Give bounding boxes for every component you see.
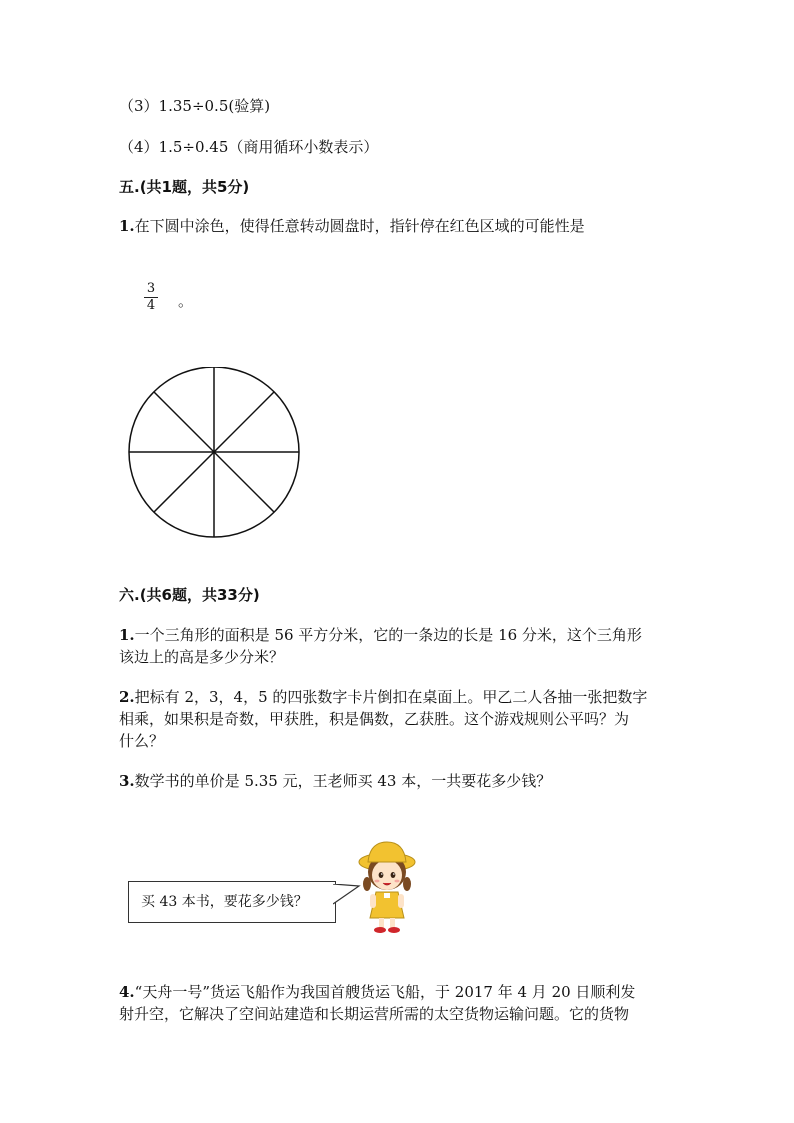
probability-fraction	[144, 282, 158, 313]
section-6-question-2	[119, 686, 647, 708]
wheel-spokes	[129, 367, 299, 537]
section-6-question-1	[119, 624, 642, 646]
question-text: 一个三角形的面积是 56 平方分米，它的一条边的长是 16 分米，这个三角形	[134, 626, 642, 644]
section-6-question-3	[119, 770, 551, 792]
question-text: “天舟一号”货运飞船作为我国首艘货运飞船，于 2017 年 4 月 20 日顺利发	[134, 983, 636, 1001]
question-number: 1.	[119, 217, 135, 235]
cartoon-girl-illustration	[352, 840, 422, 936]
speech-bubble-text: 买 43 本书，要花多少钱？	[141, 894, 308, 910]
fraction-period: 。	[178, 292, 194, 310]
question-number: 4.	[119, 983, 135, 1001]
question-number: 3.	[119, 772, 135, 790]
section-6-question-2-line-2: 相乘，如果积是奇数，甲获胜，积是偶数，乙获胜。这个游戏规则公平吗？为	[119, 710, 630, 728]
section-5-question-1	[119, 215, 585, 237]
section-6-question-4-line-2: 射升空，它解决了空间站建造和长期运营所需的太空货物运输问题。它的货物	[119, 1005, 630, 1023]
speech-bubble	[128, 881, 336, 923]
section-6-question-4	[119, 981, 635, 1003]
section-6-question-1-line-2: 该边上的高是多少分米？	[119, 648, 285, 666]
exercise-3: （3）1.35÷0.5(验算)	[119, 97, 271, 115]
fraction-denominator: 4	[146, 298, 156, 313]
section-6-question-2-line-3: 什么？	[119, 732, 165, 750]
question-number: 1.	[119, 626, 135, 644]
fraction-numerator: 3	[144, 282, 158, 298]
section-5-heading: 五.(共1题，共5分)	[119, 178, 250, 196]
question-text: 数学书的单价是 5.35 元，王老师买 43 本，一共要花多少钱？	[134, 772, 552, 790]
exercise-4: （4）1.5÷0.45（商用循环小数表示）	[119, 138, 379, 156]
spinner-wheel	[124, 367, 304, 547]
question-text: 把标有 2，3，4，5 的四张数字卡片倒扣在桌面上。甲乙二人各抽一张把数字	[134, 688, 648, 706]
section-6-heading: 六.(共6题，共33分)	[119, 586, 260, 604]
question-text: 在下圆中涂色，使得任意转动圆盘时，指针停在红色区域的可能性是	[134, 217, 585, 235]
question-number: 2.	[119, 688, 135, 706]
